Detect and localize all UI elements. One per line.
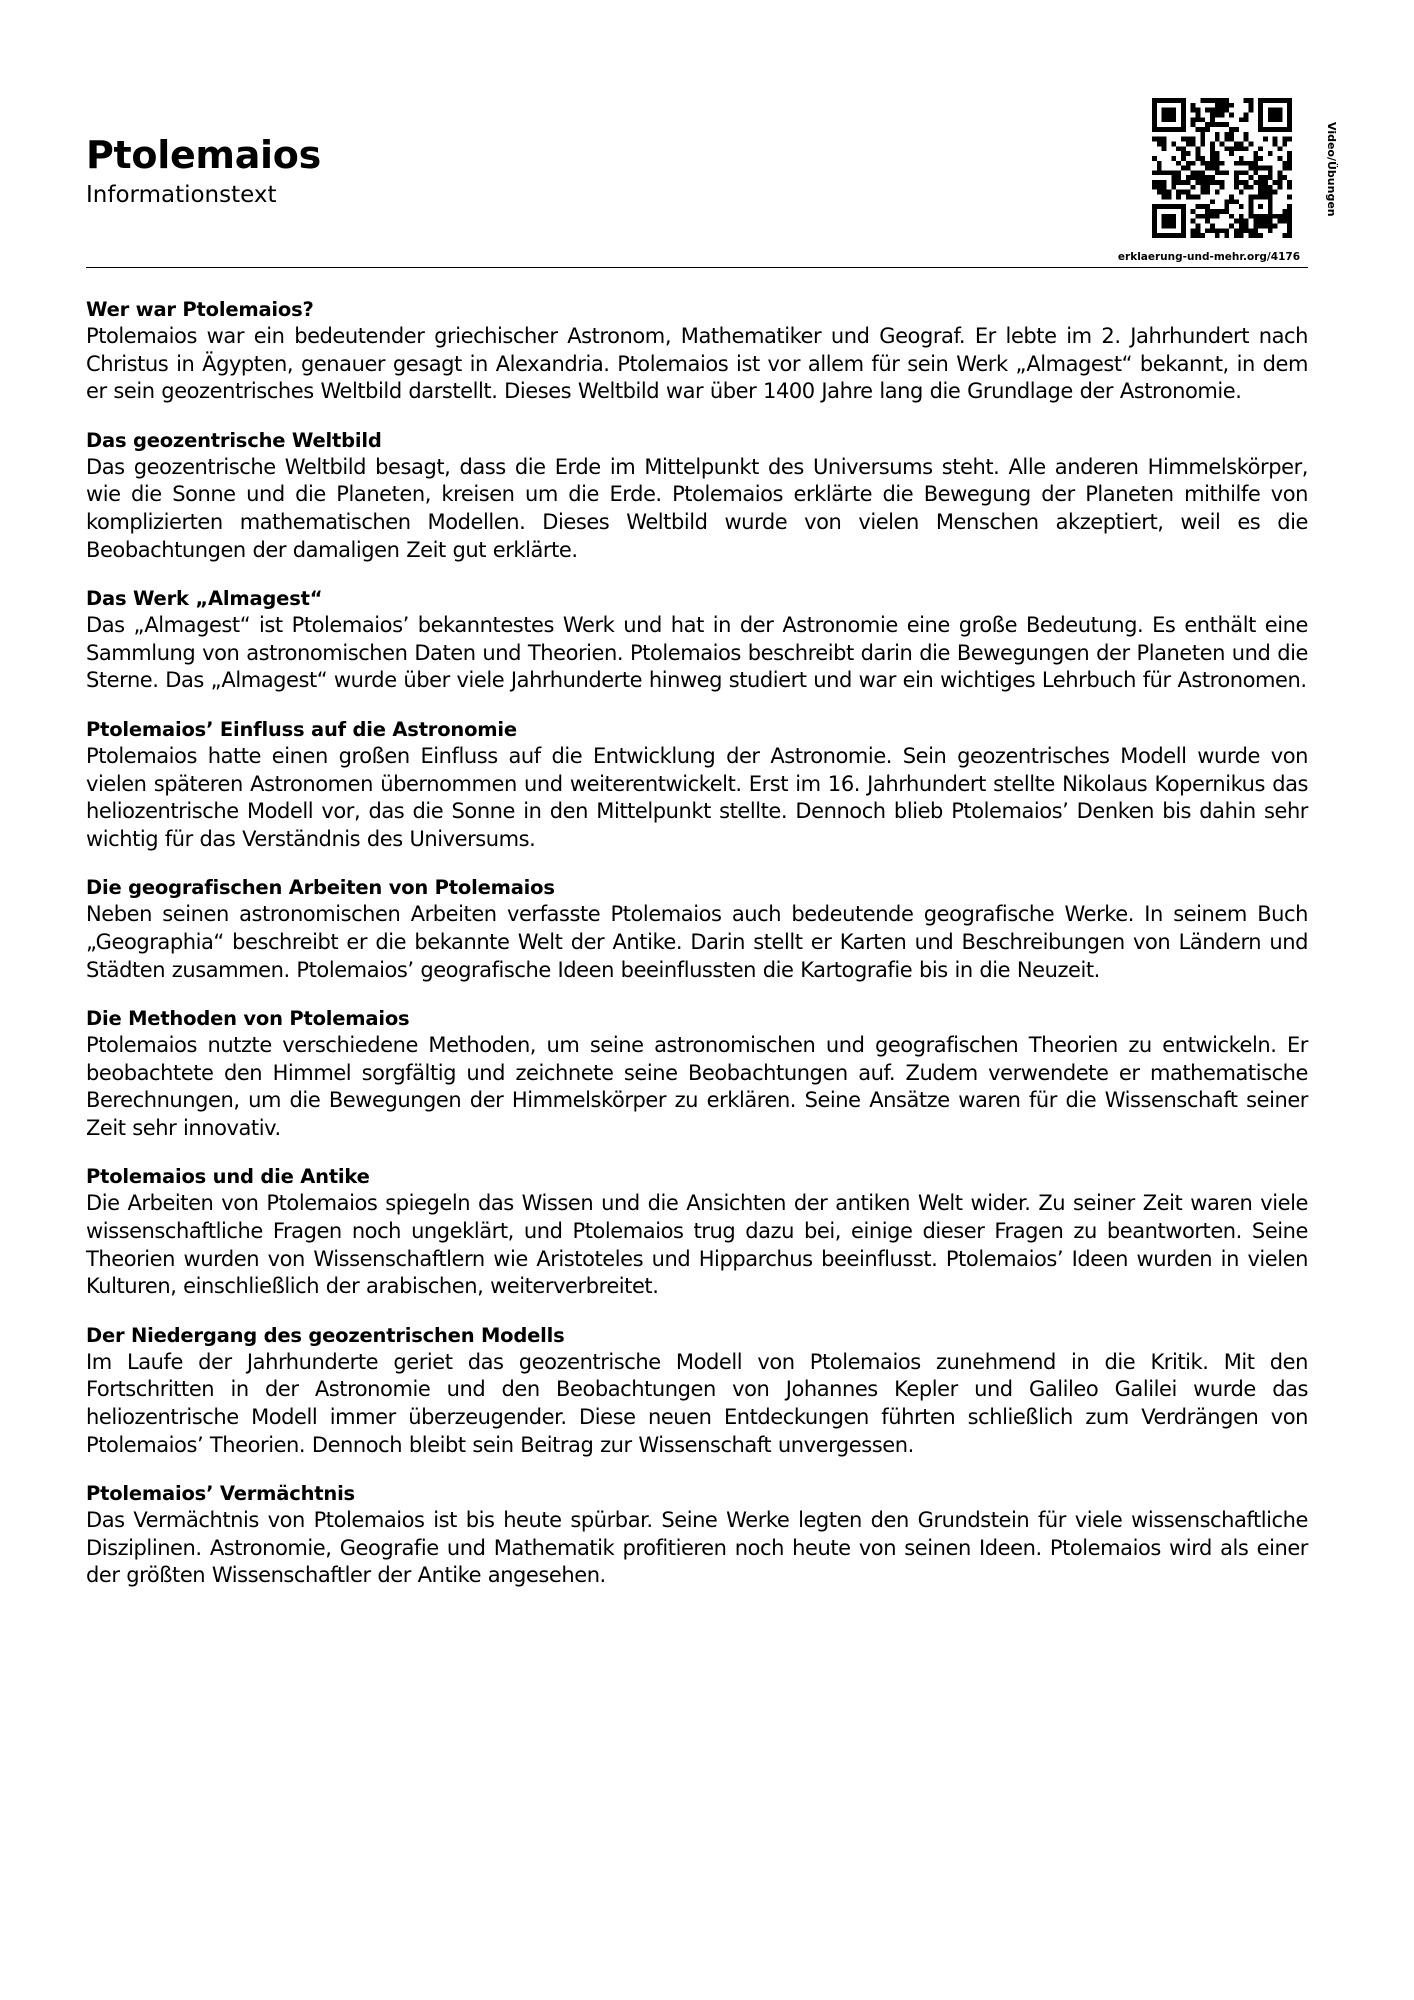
section-heading: Der Niedergang des geozentrischen Modells bbox=[86, 1323, 565, 1347]
source-url[interactable]: erklaerung-und-mehr.org/4176 bbox=[1117, 251, 1300, 263]
section-heading: Das Werk „Almagest“ bbox=[86, 587, 323, 611]
page-header bbox=[86, 132, 321, 210]
section-heading: Ptolemaios und die Antike bbox=[86, 1165, 370, 1189]
section-heading: Ptolemaios’ Vermächtnis bbox=[86, 1482, 355, 1506]
section-heading: Ptolemaios’ Einfluss auf die Astronomie bbox=[86, 717, 517, 741]
section-heading: Die geografischen Arbeiten von Ptolemaios bbox=[86, 876, 555, 900]
section-paragraph: Die Arbeiten von Ptolemaios spiegeln das Wissen und die Ansichten der antiken Welt wider. Zu seiner Zeit waren viele wissenschaftliche Fragen noch ungeklärt, und Ptolemaios trug dazu bei, einige dieser Fragen zu beantworten. Seine Theorien wurden von Wissenschaftlern wie Aristoteles und Hipparchus beeinflusst. Ptolemaios’ Ideen wurden in vielen Kulturen, einschließlich der arabischen, weiterverbreitet. bbox=[86, 1191, 1308, 1299]
section-paragraph: Ptolemaios hatte einen großen Einfluss auf die Entwicklung der Astronomie. Sein geozentrisches Modell wurde von vielen späteren Astronomen übernommen und weiterentwickelt. Erst im 16. Jahrhundert stellte Nikolaus Kopernikus das heliozentrische Modell vor, das die Sonne in den Mittelpunkt stellte. Dennoch blieb Ptolemaios’ Denken bis dahin sehr wichtig für das Verständnis des Universums. bbox=[86, 743, 1308, 851]
section-paragraph: Das „Almagest“ ist Ptolemaios’ bekanntestes Werk und hat in der Astronomie eine große Bedeutung. Es enthält eine Sammlung von astronomischen Daten und Theorien. Ptolemaios beschreibt darin die Bewegungen der Planeten und die Sterne. Das „Almagest“ wurde über viele Jahrhunderte hinweg studiert und war ein wichtiges Lehrbuch für Astronomen. bbox=[86, 613, 1308, 693]
section-paragraph: Das geozentrische Weltbild besagt, dass die Erde im Mittelpunkt des Universums steht. Alle anderen Himmelskörper, wie die Sonne und die Planeten, kreisen um die Erde. Ptolemaios erklärte die Bewegung der Planeten mithilfe von komplizierten mathematischen Modellen. Dieses Weltbild wurde von vielen Menschen akzeptiert, weil es die Beobachtungen der damaligen Zeit gut erklärte. bbox=[86, 454, 1308, 562]
section-paragraph: Ptolemaios nutzte verschiedene Methoden, um seine astronomischen und geografischen Theorien zu entwickeln. Er beobachtete den Himmel sorgfältig und zeichnete seine Beobachtungen auf. Zudem verwendete er mathematische Berechnungen, um die Bewegungen der Himmelskörper zu erklären. Seine Ansätze waren für die Wissenschaft seiner Zeit sehr innovativ. bbox=[86, 1033, 1308, 1140]
section-heading: Wer war Ptolemaios? bbox=[86, 298, 314, 321]
page-subtitle: Informationstext bbox=[86, 182, 277, 208]
section-paragraph: Neben seinen astronomischen Arbeiten verfasste Ptolemaios auch bedeutende geografische Werke. In seinem Buch „Geographia“ beschreibt er die bekannte Welt der Antike. Darin stellt er Karten und Beschreibungen von Ländern und Städten zusammen. Ptolemaios’ geografische Ideen beeinflussten die Kartografie bis in die Neuzeit. bbox=[86, 902, 1308, 982]
qr-code-icon[interactable] bbox=[1152, 98, 1292, 238]
section-antike bbox=[86, 1163, 1308, 1300]
section-paragraph: Ptolemaios war ein bedeutender griechischer Astronom, Mathematiker und Geograf. Er lebte im 2. Jahrhundert nach Christus in Ägypten, genauer gesagt in Alexandria. Ptolemaios ist vor allem für sein Werk „Almagest“ bekannt, in dem er sein geozentrisches Weltbild darstellt. Dieses Weltbild war über 1400 Jahre lang die Grundlage der Astronomie. bbox=[86, 324, 1308, 404]
header-divider bbox=[86, 267, 1308, 268]
section-niedergang bbox=[86, 1322, 1308, 1459]
section-paragraph: Das Vermächtnis von Ptolemaios ist bis heute spürbar. Seine Werke legten den Grundstein für viele wissenschaftliche Disziplinen. Astronomie, Geografie und Mathematik profitieren noch heute von seinen Ideen. Ptolemaios wird als einer der größten Wissenschaftler der Antike angesehen. bbox=[86, 1508, 1308, 1588]
section-heading: Die Methoden von Ptolemaios bbox=[86, 1007, 410, 1031]
page-title: Ptolemaios bbox=[86, 133, 321, 177]
section-paragraph: Im Laufe der Jahrhunderte geriet das geozentrische Modell von Ptolemaios zunehmend in die Kritik. Mit den Fortschritten in der Astronomie und den Beobachtungen von Johannes Kepler und Galileo Galilei wurde das heliozentrische Modell immer überzeugender. Diese neuen Entdeckungen führten schließlich zum Verdrängen von Ptolemaios’ Theorien. Dennoch bleibt sein Beitrag zur Wissenschaft unvergessen. bbox=[86, 1349, 1308, 1457]
qr-side-label bbox=[1318, 122, 1342, 232]
qr-side-label-text: Video/Übungen bbox=[1325, 122, 1338, 217]
section-werk-almagest bbox=[86, 585, 1308, 695]
section-wer-war-ptolemaios bbox=[86, 296, 1308, 406]
section-geografische-arbeiten bbox=[86, 874, 1308, 984]
section-methoden bbox=[86, 1005, 1308, 1142]
section-einfluss-astronomie bbox=[86, 716, 1308, 853]
section-vermaechtnis bbox=[86, 1480, 1308, 1590]
section-geozentrisches-weltbild bbox=[86, 427, 1308, 564]
section-heading: Das geozentrische Weltbild bbox=[86, 428, 382, 452]
info-text-body bbox=[86, 296, 1308, 1611]
